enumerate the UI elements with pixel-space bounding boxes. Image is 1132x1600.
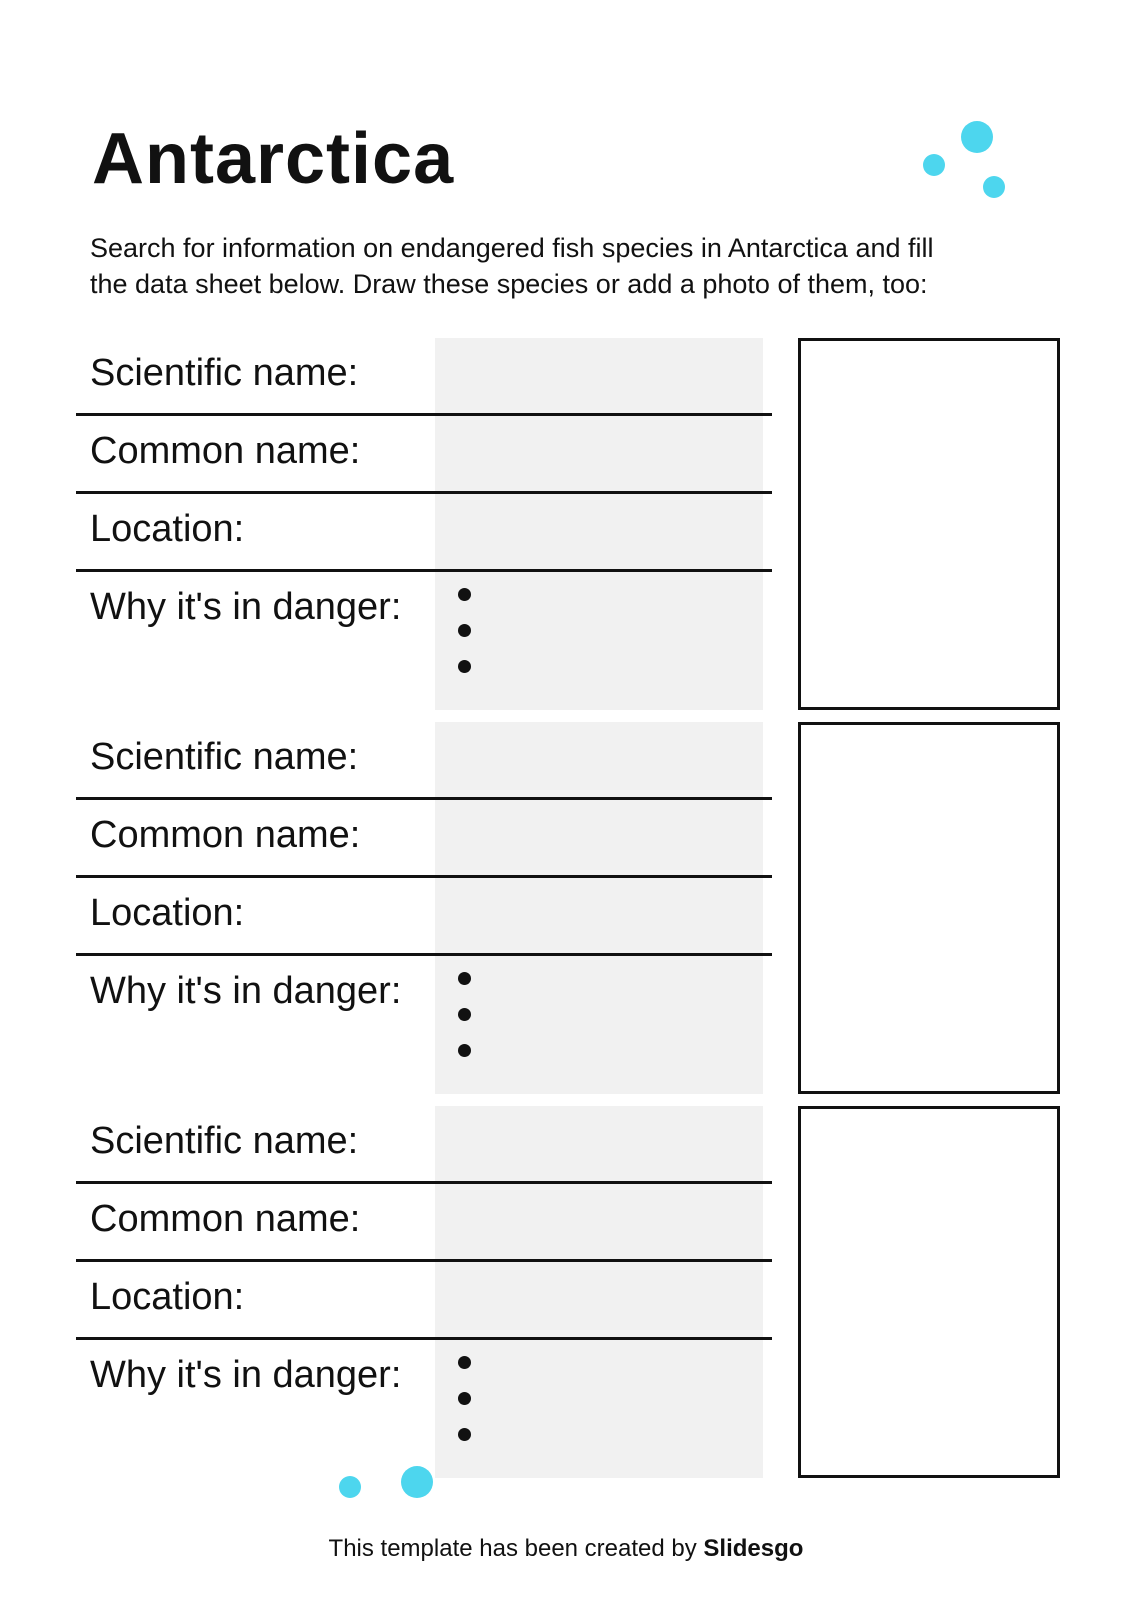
decorative-dot (923, 154, 945, 176)
common-name-label: Common name: (90, 1198, 361, 1240)
location-label: Location: (90, 508, 245, 550)
common-name-row (76, 416, 772, 494)
bullet (458, 1044, 471, 1057)
bullet (458, 1428, 471, 1441)
scientific-name-label: Scientific name: (90, 736, 359, 778)
instructions-line-1: Search for information on endangered fish species in Antarctica and fill (90, 233, 934, 263)
bullet (458, 1008, 471, 1021)
scientific-name-label: Scientific name: (90, 1120, 359, 1162)
danger-bullet-list (458, 588, 471, 696)
location-row (76, 494, 772, 572)
common-name-label: Common name: (90, 430, 361, 472)
bullet (458, 972, 471, 985)
location-label: Location: (90, 892, 245, 934)
photo-box[interactable] (798, 722, 1060, 1094)
location-row (76, 878, 772, 956)
decorative-dot (961, 121, 993, 153)
photo-box[interactable] (798, 1106, 1060, 1478)
location-label: Location: (90, 1276, 245, 1318)
scientific-name-row (76, 722, 772, 800)
footer-text: This template has been created by (328, 1535, 704, 1562)
danger-bullet-list (458, 1356, 471, 1464)
bullet (458, 660, 471, 673)
bullet (458, 1356, 471, 1369)
bullet (458, 1392, 471, 1405)
page-title: Antarctica (92, 119, 455, 199)
instructions-line-2: the data sheet below. Draw these species or add a photo of them, too: (90, 269, 928, 299)
common-name-row (76, 800, 772, 878)
danger-label: Why it's in danger: (90, 970, 402, 1012)
photo-box[interactable] (798, 338, 1060, 710)
decorative-dot (401, 1466, 433, 1498)
danger-label: Why it's in danger: (90, 1354, 402, 1396)
decorative-dot (983, 176, 1005, 198)
bullet (458, 588, 471, 601)
common-name-row (76, 1184, 772, 1262)
instructions (90, 230, 1090, 302)
location-row (76, 1262, 772, 1340)
decorative-dot (339, 1476, 361, 1498)
bullet (458, 624, 471, 637)
species-sheet-2 (76, 722, 1060, 1094)
scientific-name-row (76, 1106, 772, 1184)
footer-brand-link[interactable]: Slidesgo (703, 1535, 804, 1562)
species-sheet-1 (76, 338, 1060, 710)
common-name-label: Common name: (90, 814, 361, 856)
species-sheet-3 (76, 1106, 1060, 1478)
danger-label: Why it's in danger: (90, 586, 402, 628)
footer-credit (0, 1535, 1132, 1563)
scientific-name-row (76, 338, 772, 416)
danger-bullet-list (458, 972, 471, 1080)
scientific-name-label: Scientific name: (90, 352, 359, 394)
